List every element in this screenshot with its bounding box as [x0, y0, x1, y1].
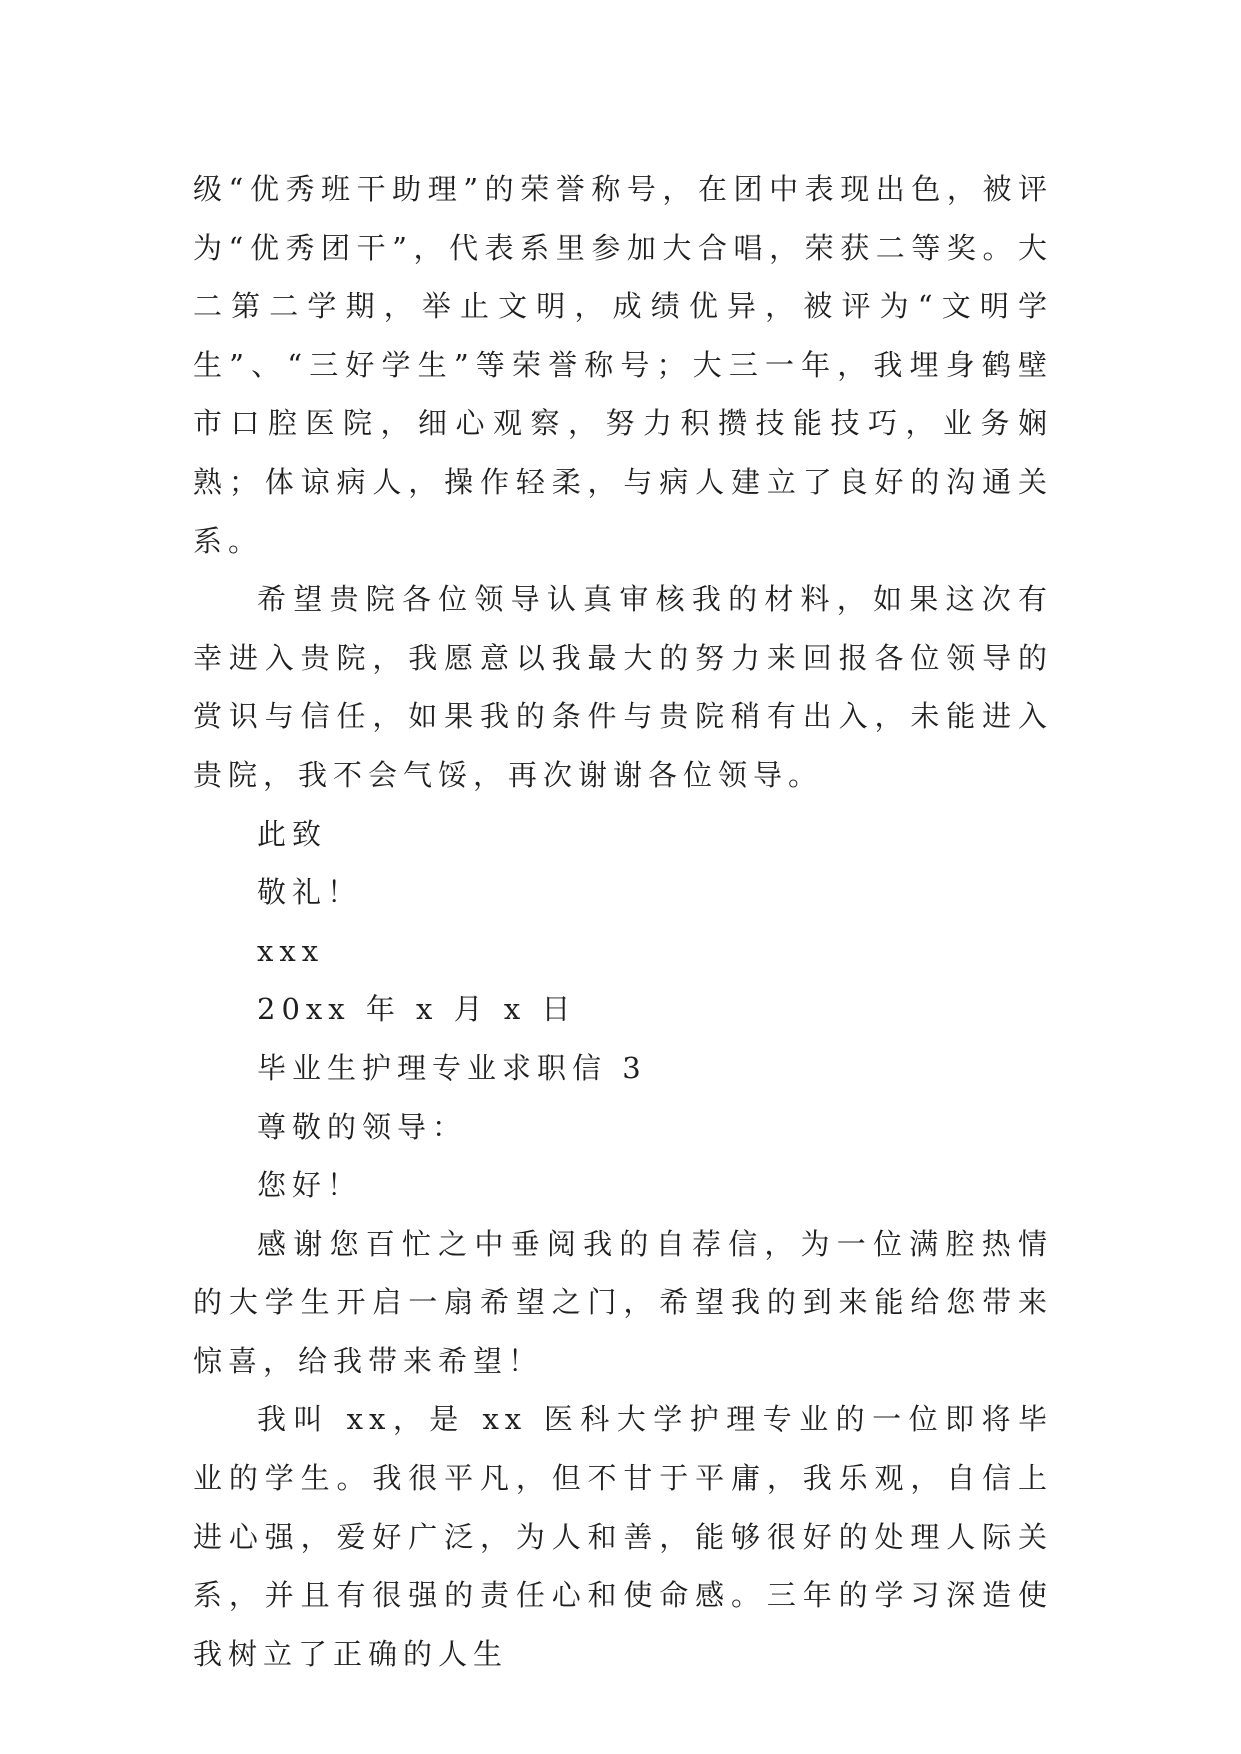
- letter-title: 毕业生护理专业求职信 3: [257, 1050, 647, 1085]
- paragraph-thanks: 感谢您百忙之中垂阅我的自荐信，为一位满腔热情的大学生开启一扇希望之门，希望我的到来能给您带来惊喜，给我带来希望！: [193, 1226, 1053, 1378]
- closing-respect: 敬礼！: [257, 875, 363, 910]
- paragraph-honors: 级“优秀班干助理”的荣誉称号，在团中表现出色，被评为“优秀团干”，代表系里参加大合唱，荣获二等奖。大二第二学期，举止文明，成绩优异，被评为“文明学生”、“三好学生”等荣誉称号；大三一年，我埋身鹤壁市口腔医院，细心观察，努力积攒技能技巧，业务娴熟；体谅病人，操作轻柔，与病人建立了良好的沟通关系。: [193, 172, 1053, 558]
- closing-salutation: 此致: [257, 816, 328, 851]
- paragraph-hope: 希望贵院各位领导认真审核我的材料，如果这次有幸进入贵院，我愿意以我最大的努力来回报各位领导的赏识与信任，如果我的条件与贵院稍有出入，未能进入贵院，我不会气馁，再次谢谢各位领导。: [193, 582, 1053, 792]
- signature: xxx: [257, 933, 325, 968]
- paragraph-intro: 我叫 xx，是 xx 医科大学护理专业的一位即将毕业的学生。我很平凡，但不甘于平庸，我乐观，自信上进心强，爱好广泛，为人和善，能够很好的处理人际关系，并且有很强的责任心和使命感。三年的学习深造使我树立了正确的人生: [193, 1402, 1053, 1671]
- date-line: 20xx 年 x 月 x 日: [257, 992, 577, 1027]
- letter-greeting: 尊敬的领导：: [257, 1109, 468, 1144]
- document-body: [193, 160, 1053, 1683]
- letter-hello: 您好！: [257, 1168, 363, 1203]
